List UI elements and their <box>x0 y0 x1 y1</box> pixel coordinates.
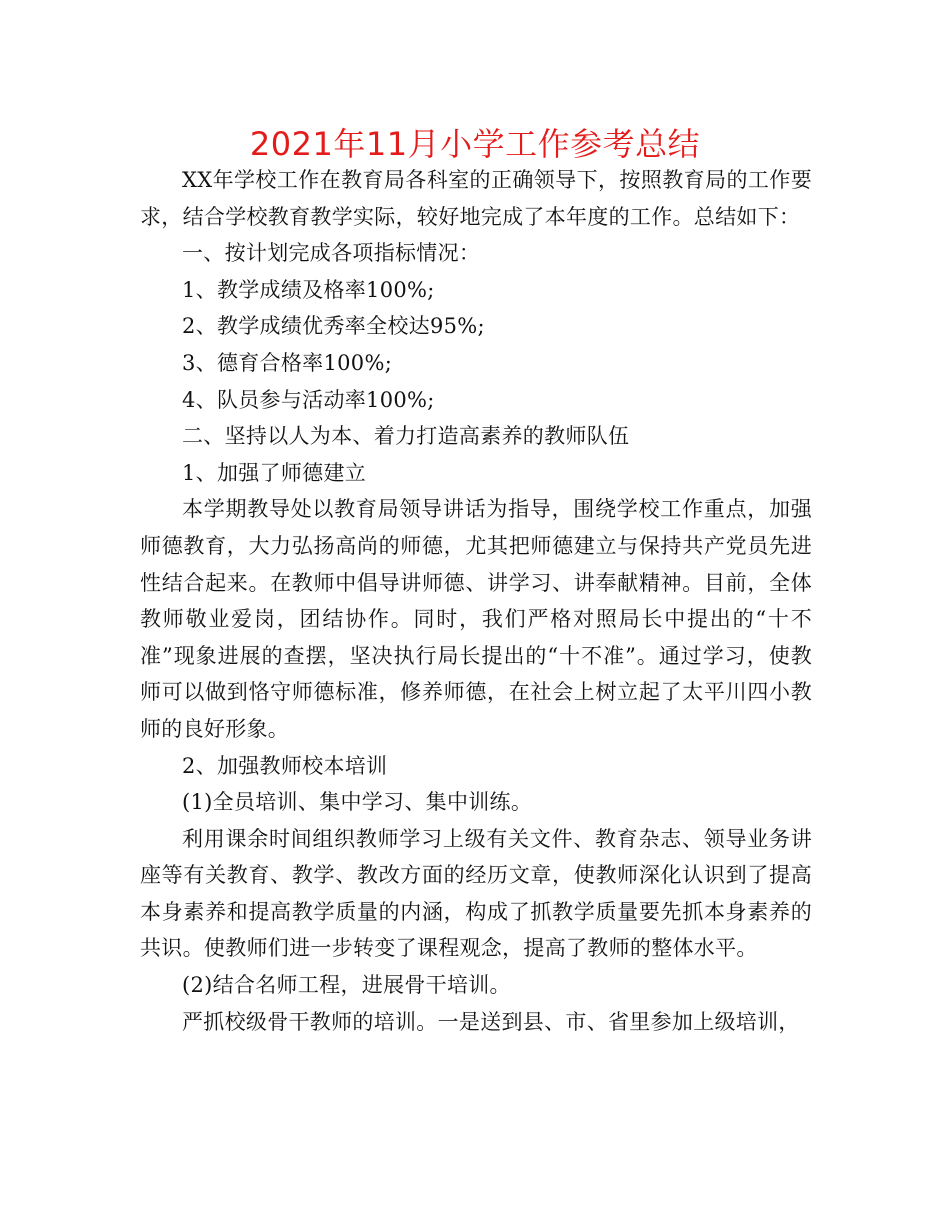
subheading: (2)结合名师工程，进展骨干培训。 <box>182 973 511 998</box>
subheading: (1)全员培训、集中学习、集中训练。 <box>182 790 533 815</box>
paragraph-intro: XX年学校工作在教育局各科室的正确领导下，按照教育局的工作要求，结合学校教育教学实际，较好地完成了本年度的工作。总结如下： <box>140 168 812 229</box>
paragraph: 利用课余时间组织教师学习上级有关文件、教育杂志、领导业务讲座等有关教育、教学、教改方面的经历文章，使教师深化认识到了提高本身素养和提高教学质量的内涵，构成了抓教学质量要先抓本身素养的共识。使教师们进一步转变了课程观念，提高了教师的整体水平。 <box>140 826 812 961</box>
document-body <box>140 162 812 1040</box>
subheading: 1、加强了师德建立 <box>182 460 367 485</box>
subheading: 2、加强教师校本培训 <box>182 753 388 778</box>
list-item: 1、教学成绩及格率100%; <box>182 277 435 302</box>
list-item: 4、队员参与活动率100%; <box>182 387 435 412</box>
list-item: 3、德育合格率100%; <box>182 350 393 375</box>
document-title: 2021年11月小学工作参考总结 <box>249 125 701 163</box>
heading-section-2: 二、坚持以人为本、着力打造高素养的教师队伍 <box>182 424 630 449</box>
heading-section-1: 一、按计划完成各项指标情况： <box>182 241 481 266</box>
paragraph: 本学期教导处以教育局领导讲话为指导，围绕学校工作重点，加强师德教育，大力弘扬高尚的师德，尤其把师德建立与保持共产党员先进性结合起来。在教师中倡导讲师德、讲学习、讲奉献精神。目前，全体教师敬业爱岗，团结协作。同时，我们严格对照局长中提出的“十不准”现象进展的查摆，坚决执行局长提出的“十不准”。通过学习，使教师可以做到恪守师德标准，修养师德，在社会上树立起了太平川四小教师的良好形象。 <box>140 497 812 741</box>
list-item: 2、教学成绩优秀率全校达95%; <box>182 314 485 339</box>
paragraph: 严抓校级骨干教师的培训。一是送到县、市、省里参加上级培训， <box>182 1009 800 1034</box>
